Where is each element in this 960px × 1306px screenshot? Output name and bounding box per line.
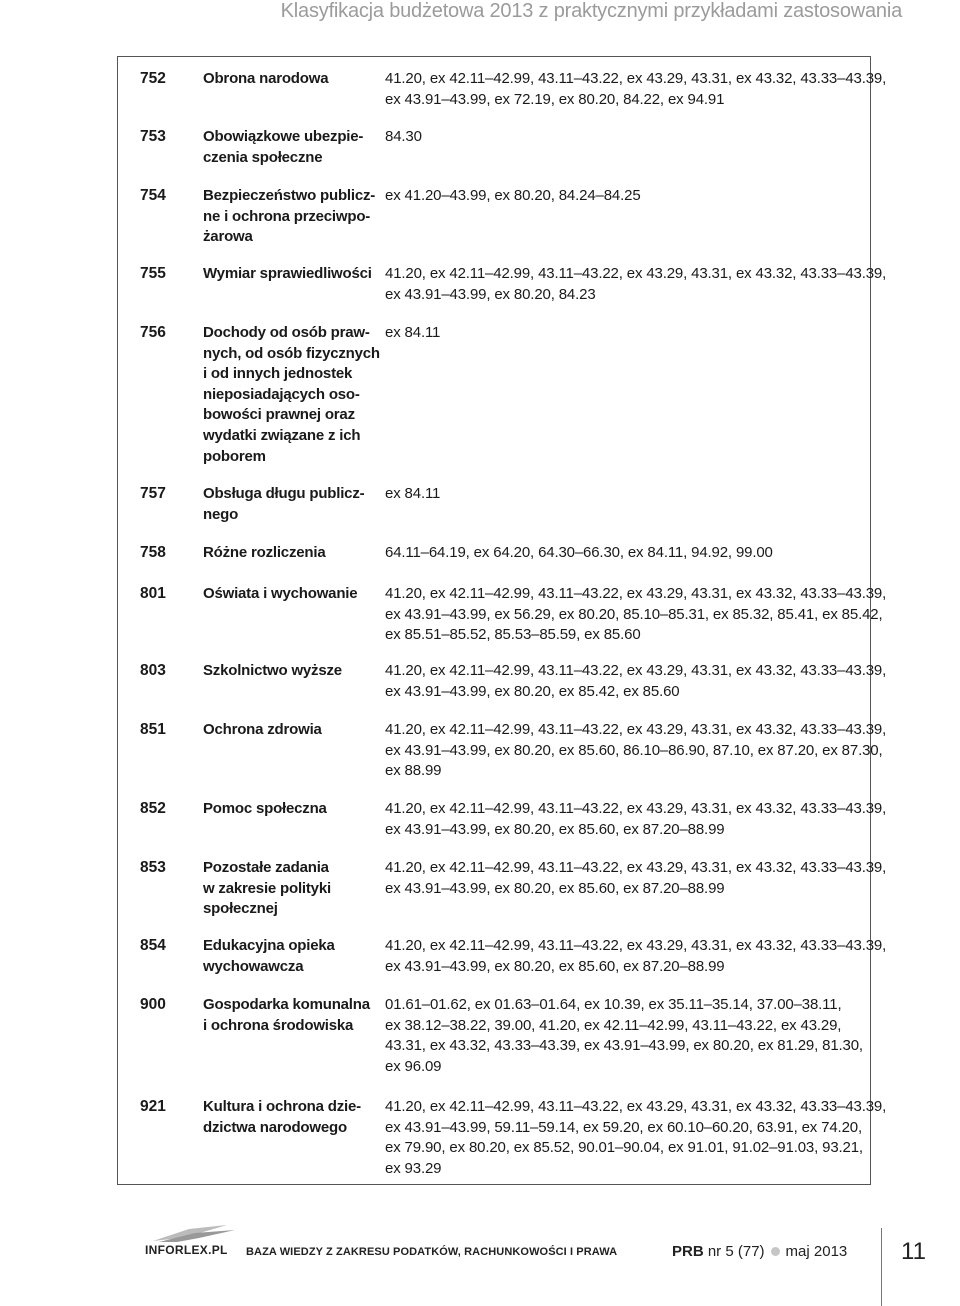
pkd-codes <box>385 936 886 977</box>
section-name-line: Szkolnictwo wyższe <box>203 662 342 679</box>
pkd-codes <box>385 543 773 564</box>
section-name <box>203 484 364 525</box>
pkd-codes-line: 41.20, ex 42.11–42.99, 43.11–43.22, ex 43.29, 43.31, ex 43.32, 43.33–43.39, <box>385 800 887 817</box>
pkd-codes <box>385 127 422 148</box>
classification-table <box>117 56 887 1185</box>
section-name <box>203 799 327 820</box>
pkd-codes-line: ex 96.09 <box>385 1057 442 1075</box>
section-name-line: społecznej <box>203 900 278 918</box>
section-name-line: nego <box>203 505 239 523</box>
section-name-line: nych, od osób fizycznych <box>203 344 380 362</box>
section-name <box>203 543 325 564</box>
pkd-codes-line: ex 38.12–38.22, 39.00, 41.20, ex 42.11–42.99, 43.11–43.22, ex 43.29, <box>385 1016 842 1034</box>
section-name-line: Edukacyjna opieka <box>203 937 335 954</box>
pkd-codes <box>385 799 886 840</box>
section-code: 754 <box>140 187 166 204</box>
section-code: 852 <box>140 800 166 817</box>
pkd-codes-line: 41.20, ex 42.11–42.99, 43.11–43.22, ex 43.29, 43.31, ex 43.32, 43.33–43.39, <box>385 859 887 876</box>
separator-dot-icon <box>771 1247 780 1256</box>
section-code: 801 <box>140 585 166 602</box>
section-name-line: i ochrona środowiska <box>203 1016 354 1034</box>
pkd-codes-line: ex 43.91–43.99, ex 80.20, ex 85.60, 86.10–86.90, 87.10, ex 87.20, ex 87.30, <box>385 741 883 759</box>
section-name-line: poborem <box>203 447 266 465</box>
section-name-line: Dochody od osób praw- <box>203 324 370 341</box>
pkd-codes-line: ex 41.20–43.99, ex 80.20, 84.24–84.25 <box>385 187 641 204</box>
section-name <box>203 127 363 168</box>
pkd-codes-line: 64.11–64.19, ex 64.20, 64.30–66.30, ex 84.11, 94.92, 99.00 <box>385 544 773 561</box>
pkd-codes-line: 41.20, ex 42.11–42.99, 43.11–43.22, ex 43.29, 43.31, ex 43.32, 43.33–43.39, <box>385 70 887 87</box>
pkd-codes <box>385 995 863 1077</box>
pkd-codes-line: 41.20, ex 42.11–42.99, 43.11–43.22, ex 43.29, 43.31, ex 43.32, 43.33–43.39, <box>385 1098 887 1115</box>
section-name-line: Obsługa długu publicz- <box>203 485 365 502</box>
section-name-line: bowości prawnej oraz <box>203 406 355 424</box>
section-name-line: i od innych jednostek <box>203 365 353 383</box>
section-name-line: Gospodarka komunalna <box>203 996 370 1013</box>
pkd-codes-line: ex 43.91–43.99, ex 56.29, ex 80.20, 85.10–85.31, ex 85.32, 85.41, ex 85.42, <box>385 605 883 623</box>
footer-month: maj 2013 <box>785 1243 848 1260</box>
section-name-line: Bezpieczeństwo publicz- <box>203 187 376 204</box>
section-name-line: czenia społeczne <box>203 148 323 166</box>
footer-brand: INFORLEX.PL <box>145 1243 228 1257</box>
section-code: 803 <box>140 662 166 679</box>
pkd-codes <box>385 186 641 207</box>
footer-issue-number: nr 5 (77) <box>707 1243 765 1260</box>
section-name-line: Pozostałe zadania <box>203 859 329 876</box>
section-name <box>203 936 335 977</box>
pkd-codes <box>385 720 886 782</box>
section-code: 900 <box>140 996 166 1013</box>
running-header: Klasyfikacja budżetowa 2013 z praktycznymi przykładami zastosowania <box>280 0 902 22</box>
section-name <box>203 661 342 682</box>
section-name-line: Wymiar sprawiedliwości <box>203 265 372 282</box>
section-name-line: Oświata i wychowanie <box>203 585 358 602</box>
pkd-codes-line: 84.30 <box>385 128 422 145</box>
section-code: 851 <box>140 721 166 738</box>
section-name-line: żarowa <box>203 228 253 246</box>
pkd-codes <box>385 323 440 344</box>
section-name <box>203 264 372 285</box>
pkd-codes-line: ex 43.91–43.99, ex 80.20, ex 85.60, ex 87.20–88.99 <box>385 820 725 838</box>
section-code: 921 <box>140 1098 166 1115</box>
section-name <box>203 584 357 605</box>
pkd-codes-line: ex 85.51–85.52, 85.53–85.59, ex 85.60 <box>385 626 641 644</box>
pkd-codes-line: 41.20, ex 42.11–42.99, 43.11–43.22, ex 43.29, 43.31, ex 43.32, 43.33–43.39, <box>385 662 887 679</box>
section-name-line: Różne rozliczenia <box>203 544 326 561</box>
section-code: 755 <box>140 265 166 282</box>
pkd-codes-line: ex 84.11 <box>385 324 441 341</box>
pkd-codes <box>385 661 886 702</box>
pkd-codes-line: 41.20, ex 42.11–42.99, 43.11–43.22, ex 43.29, 43.31, ex 43.32, 43.33–43.39, <box>385 721 887 738</box>
section-name <box>203 720 322 741</box>
section-code: 753 <box>140 128 166 145</box>
pkd-codes-line: 43.31, ex 43.32, 43.33–43.39, ex 43.91–43.99, ex 80.20, ex 81.29, 81.30, <box>385 1037 863 1055</box>
section-code: 854 <box>140 937 166 954</box>
pkd-codes-line: ex 79.90, ex 80.20, ex 85.52, 90.01–90.04, ex 91.01, 91.02–91.03, 93.21, <box>385 1139 863 1157</box>
pkd-codes-line: 01.61–01.62, ex 01.63–01.64, ex 10.39, ex 35.11–35.14, 37.00–38.11, <box>385 996 842 1013</box>
section-name <box>203 995 370 1036</box>
section-code: 757 <box>140 485 166 502</box>
pkd-codes <box>385 484 440 505</box>
section-name-line: nieposiadających oso- <box>203 385 360 403</box>
footer-divider <box>881 1228 882 1306</box>
section-name-line: ne i ochrona przeciwpo- <box>203 207 371 225</box>
pkd-codes-line: ex 43.91–43.99, ex 80.20, 84.23 <box>385 285 596 303</box>
section-name-line: dzictwa narodowego <box>203 1118 347 1136</box>
section-code: 758 <box>140 544 166 561</box>
section-code: 853 <box>140 859 166 876</box>
pkd-codes-line: ex 43.91–43.99, ex 80.20, ex 85.42, ex 85.60 <box>385 682 680 700</box>
pkd-codes-line: ex 88.99 <box>385 762 442 780</box>
pkd-codes-line: ex 84.11 <box>385 485 441 502</box>
page-number: 11 <box>901 1238 926 1265</box>
section-name-line: Obrona narodowa <box>203 70 329 87</box>
section-name <box>203 858 331 920</box>
section-name-line: Ochrona zdrowia <box>203 721 322 738</box>
pkd-codes <box>385 584 886 646</box>
footer-prb: PRB <box>672 1243 704 1260</box>
pkd-codes-line: 41.20, ex 42.11–42.99, 43.11–43.22, ex 43.29, 43.31, ex 43.32, 43.33–43.39, <box>385 265 887 282</box>
pkd-codes-line: 41.20, ex 42.11–42.99, 43.11–43.22, ex 43.29, 43.31, ex 43.32, 43.33–43.39, <box>385 585 887 602</box>
section-name-line: Kultura i ochrona dzie- <box>203 1098 361 1115</box>
section-name-line: Obowiązkowe ubezpie- <box>203 128 364 145</box>
section-name <box>203 323 380 467</box>
pkd-codes-line: 41.20, ex 42.11–42.99, 43.11–43.22, ex 43.29, 43.31, ex 43.32, 43.33–43.39, <box>385 937 887 954</box>
pkd-codes <box>385 1097 886 1179</box>
footer-issue <box>672 1243 847 1260</box>
pkd-codes <box>385 264 886 305</box>
section-code: 752 <box>140 70 166 87</box>
section-name-line: w zakresie polityki <box>203 879 331 897</box>
footer-tagline: BAZA WIEDZY Z ZAKRESU PODATKÓW, RACHUNKOWOŚCI I PRAWA <box>246 1246 618 1258</box>
pkd-codes <box>385 858 886 899</box>
section-name <box>203 186 375 248</box>
section-name <box>203 1097 361 1138</box>
pkd-codes-line: ex 43.91–43.99, 59.11–59.14, ex 59.20, ex 60.10–60.20, 63.91, ex 74.20, <box>385 1118 862 1136</box>
section-name-line: Pomoc społeczna <box>203 800 327 817</box>
section-name-line: wydatki związane z ich <box>203 426 361 444</box>
pkd-codes-line: ex 43.91–43.99, ex 80.20, ex 85.60, ex 87.20–88.99 <box>385 957 725 975</box>
pkd-codes-line: ex 43.91–43.99, ex 72.19, ex 80.20, 84.22, ex 94.91 <box>385 90 725 108</box>
pkd-codes <box>385 69 886 110</box>
section-name-line: wychowawcza <box>203 957 304 975</box>
pkd-codes-line: ex 93.29 <box>385 1159 442 1177</box>
pkd-codes-line: ex 43.91–43.99, ex 80.20, ex 85.60, ex 87.20–88.99 <box>385 879 725 897</box>
section-code: 756 <box>140 324 166 341</box>
section-name <box>203 69 328 90</box>
